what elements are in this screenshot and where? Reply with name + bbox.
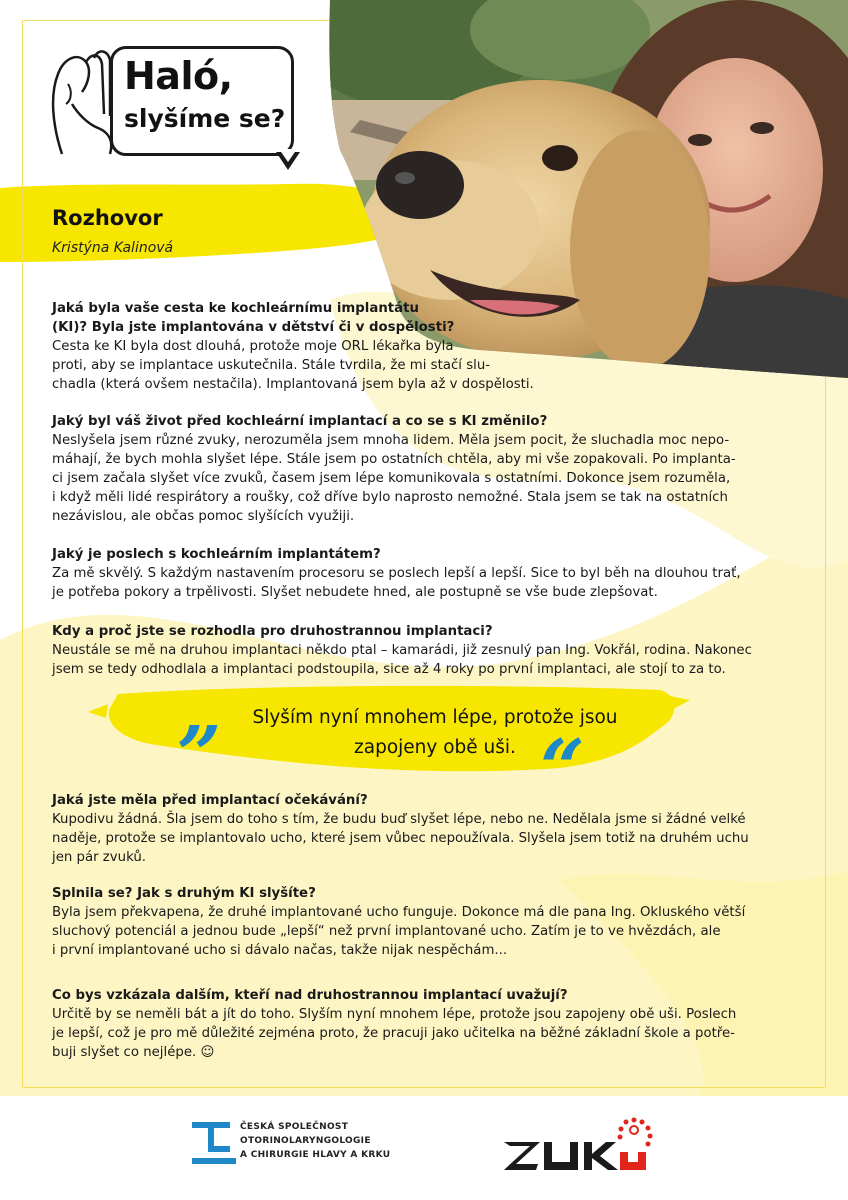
halo-slysime-se-logo (48, 40, 308, 170)
qa-block-4 (52, 622, 792, 679)
quote-close-mark: “ (540, 723, 585, 814)
answer-line: chadla (která ovšem nestačila). Implantovaná jsem byla až v dospělosti. (52, 377, 534, 392)
logo-title-line2: slyšíme se? (124, 104, 286, 133)
logo-title-line1: Haló, (124, 54, 233, 98)
question: Jaký je poslech s kochleárním implantátem? (52, 547, 381, 562)
question: Jaká jste měla před implantací očekávání? (52, 793, 368, 808)
question: Jaký byl váš život před kochleární implantací a co se s KI změnilo? (52, 414, 548, 429)
ear-hand-icon (48, 44, 118, 164)
answer-line: Neslyšela jsem různé zvuky, nerozuměla jsem mnoha lidem. Měla jsem pocit, že sluchadla moc nepo- (52, 433, 730, 448)
answer-line: buji slyšet co nejlépe. ☺ (52, 1045, 215, 1060)
quote-open-mark: „ (178, 665, 223, 756)
answer-line: je lepší, což je pro mě důležité zejména proto, že pracuji jako učitelka na běžné základní škole a potře- (52, 1026, 735, 1041)
answer-line: ci jsem začala slyšet více zvuků, časem jsem lépe komunikovala s ostatními. Dokonce jsem rozuměla, (52, 471, 731, 486)
qa-block-2 (52, 412, 792, 526)
qa-block-5 (52, 791, 792, 867)
answer-line: Cesta ke KI byla dost dlouhá, protože moje ORL lékařka byla (52, 339, 454, 354)
answer-line: jen pár zvuků. (52, 850, 147, 865)
answer-line: Kupodivu žádná. Šla jsem do toho s tím, že budu buď slyšet lépe, nebo ne. Nedělala jsme si žádné velké (52, 812, 746, 827)
answer-line: Určitě by se neměli bát a jít do toho. Slyším nyní mnohem lépe, protože jsou zapojeny obě uši. Poslech (52, 1007, 737, 1022)
answer-line: Byla jsem překvapena, že druhé implantované ucho funguje. Dokonce má dle pana Ing. Okluského větší (52, 905, 746, 920)
answer-line: je potřeba pokory a trpělivosti. Slyšet nebudete hned, ale postupně se vše bude zlepšovat. (52, 585, 658, 600)
question: Splnila se? Jak s druhým KI slyšíte? (52, 886, 316, 901)
qa-block-7 (52, 986, 792, 1062)
answer-line: sluchový potenciál a jednou bude „lepší“ než první implantované ucho. Zatím je to ve hvězdách, ale (52, 924, 721, 939)
qa-block-3 (52, 545, 792, 602)
question: (KI)? Byla jste implantována v dětství či v dospělosti? (52, 320, 455, 335)
qa-block-6 (52, 884, 792, 960)
question: Co bys vzkázala dalším, kteří nad druhostrannou implantací uvažují? (52, 988, 568, 1003)
section-title: Rozhovor (52, 206, 163, 230)
pull-quote (200, 703, 670, 763)
answer-line: máhají, že bych mohla slyšet lépe. Stále jsem po ostatních chtěla, aby mi vše zopakovali. Po implanta- (52, 452, 736, 467)
footer (0, 1096, 848, 1200)
question: Kdy a proč jste se rozhodla pro druhostrannou implantaci? (52, 624, 493, 639)
answer-line: naděje, protože se implantovalo ucho, které jsem vůbec nepoužívala. Slyšela jsem totiž na druhém uchu (52, 831, 749, 846)
answer-line: jsem se tedy odhodlala a implantaci podstoupila, sice až 4 roky po první implantaci, ale stojí to za to. (52, 662, 726, 677)
answer-line: i první implantované ucho si dávalo načas, takže nijak nespěchám... (52, 943, 508, 958)
answer-line: Neustále se mě na druhou implantaci někdo ptal – kamarádi, již zesnulý pan Ing. Vokřál, rodina. Nakonec (52, 643, 752, 658)
qa-block-1 (52, 299, 792, 394)
suki-logo (500, 1112, 670, 1182)
answer-line: i když měli lidé respirátory a roušky, což dříve bylo naprosto nemožné. Stala jsem se tak na ostatních (52, 490, 728, 505)
question: Jaká byla vaše cesta ke kochleárnímu implantátu (52, 301, 419, 316)
pull-quote-line2: zapojeny obě uši. (354, 737, 516, 758)
society-name: ČESKÁ SPOLEČNOST OTORINOLARYNGOLOGIE A CHIRURGIE HLAVY A KRKU (240, 1122, 391, 1160)
answer-line: nezávislou, ale občas pomoc slyšících využiji. (52, 509, 355, 524)
author-name: Kristýna Kalinová (52, 240, 174, 256)
answer-line: Za mě skvělý. S každým nastavením procesoru se poslech lepší a lepší. Sice to byl běh na dlouhou trať, (52, 566, 741, 581)
society-logo-icon (188, 1120, 244, 1166)
answer-line: proti, aby se implantace uskutečnila. Stále tvrdila, že mi stačí slu- (52, 358, 491, 373)
pull-quote-line1: Slyším nyní mnohem lépe, protože jsou (252, 707, 618, 728)
